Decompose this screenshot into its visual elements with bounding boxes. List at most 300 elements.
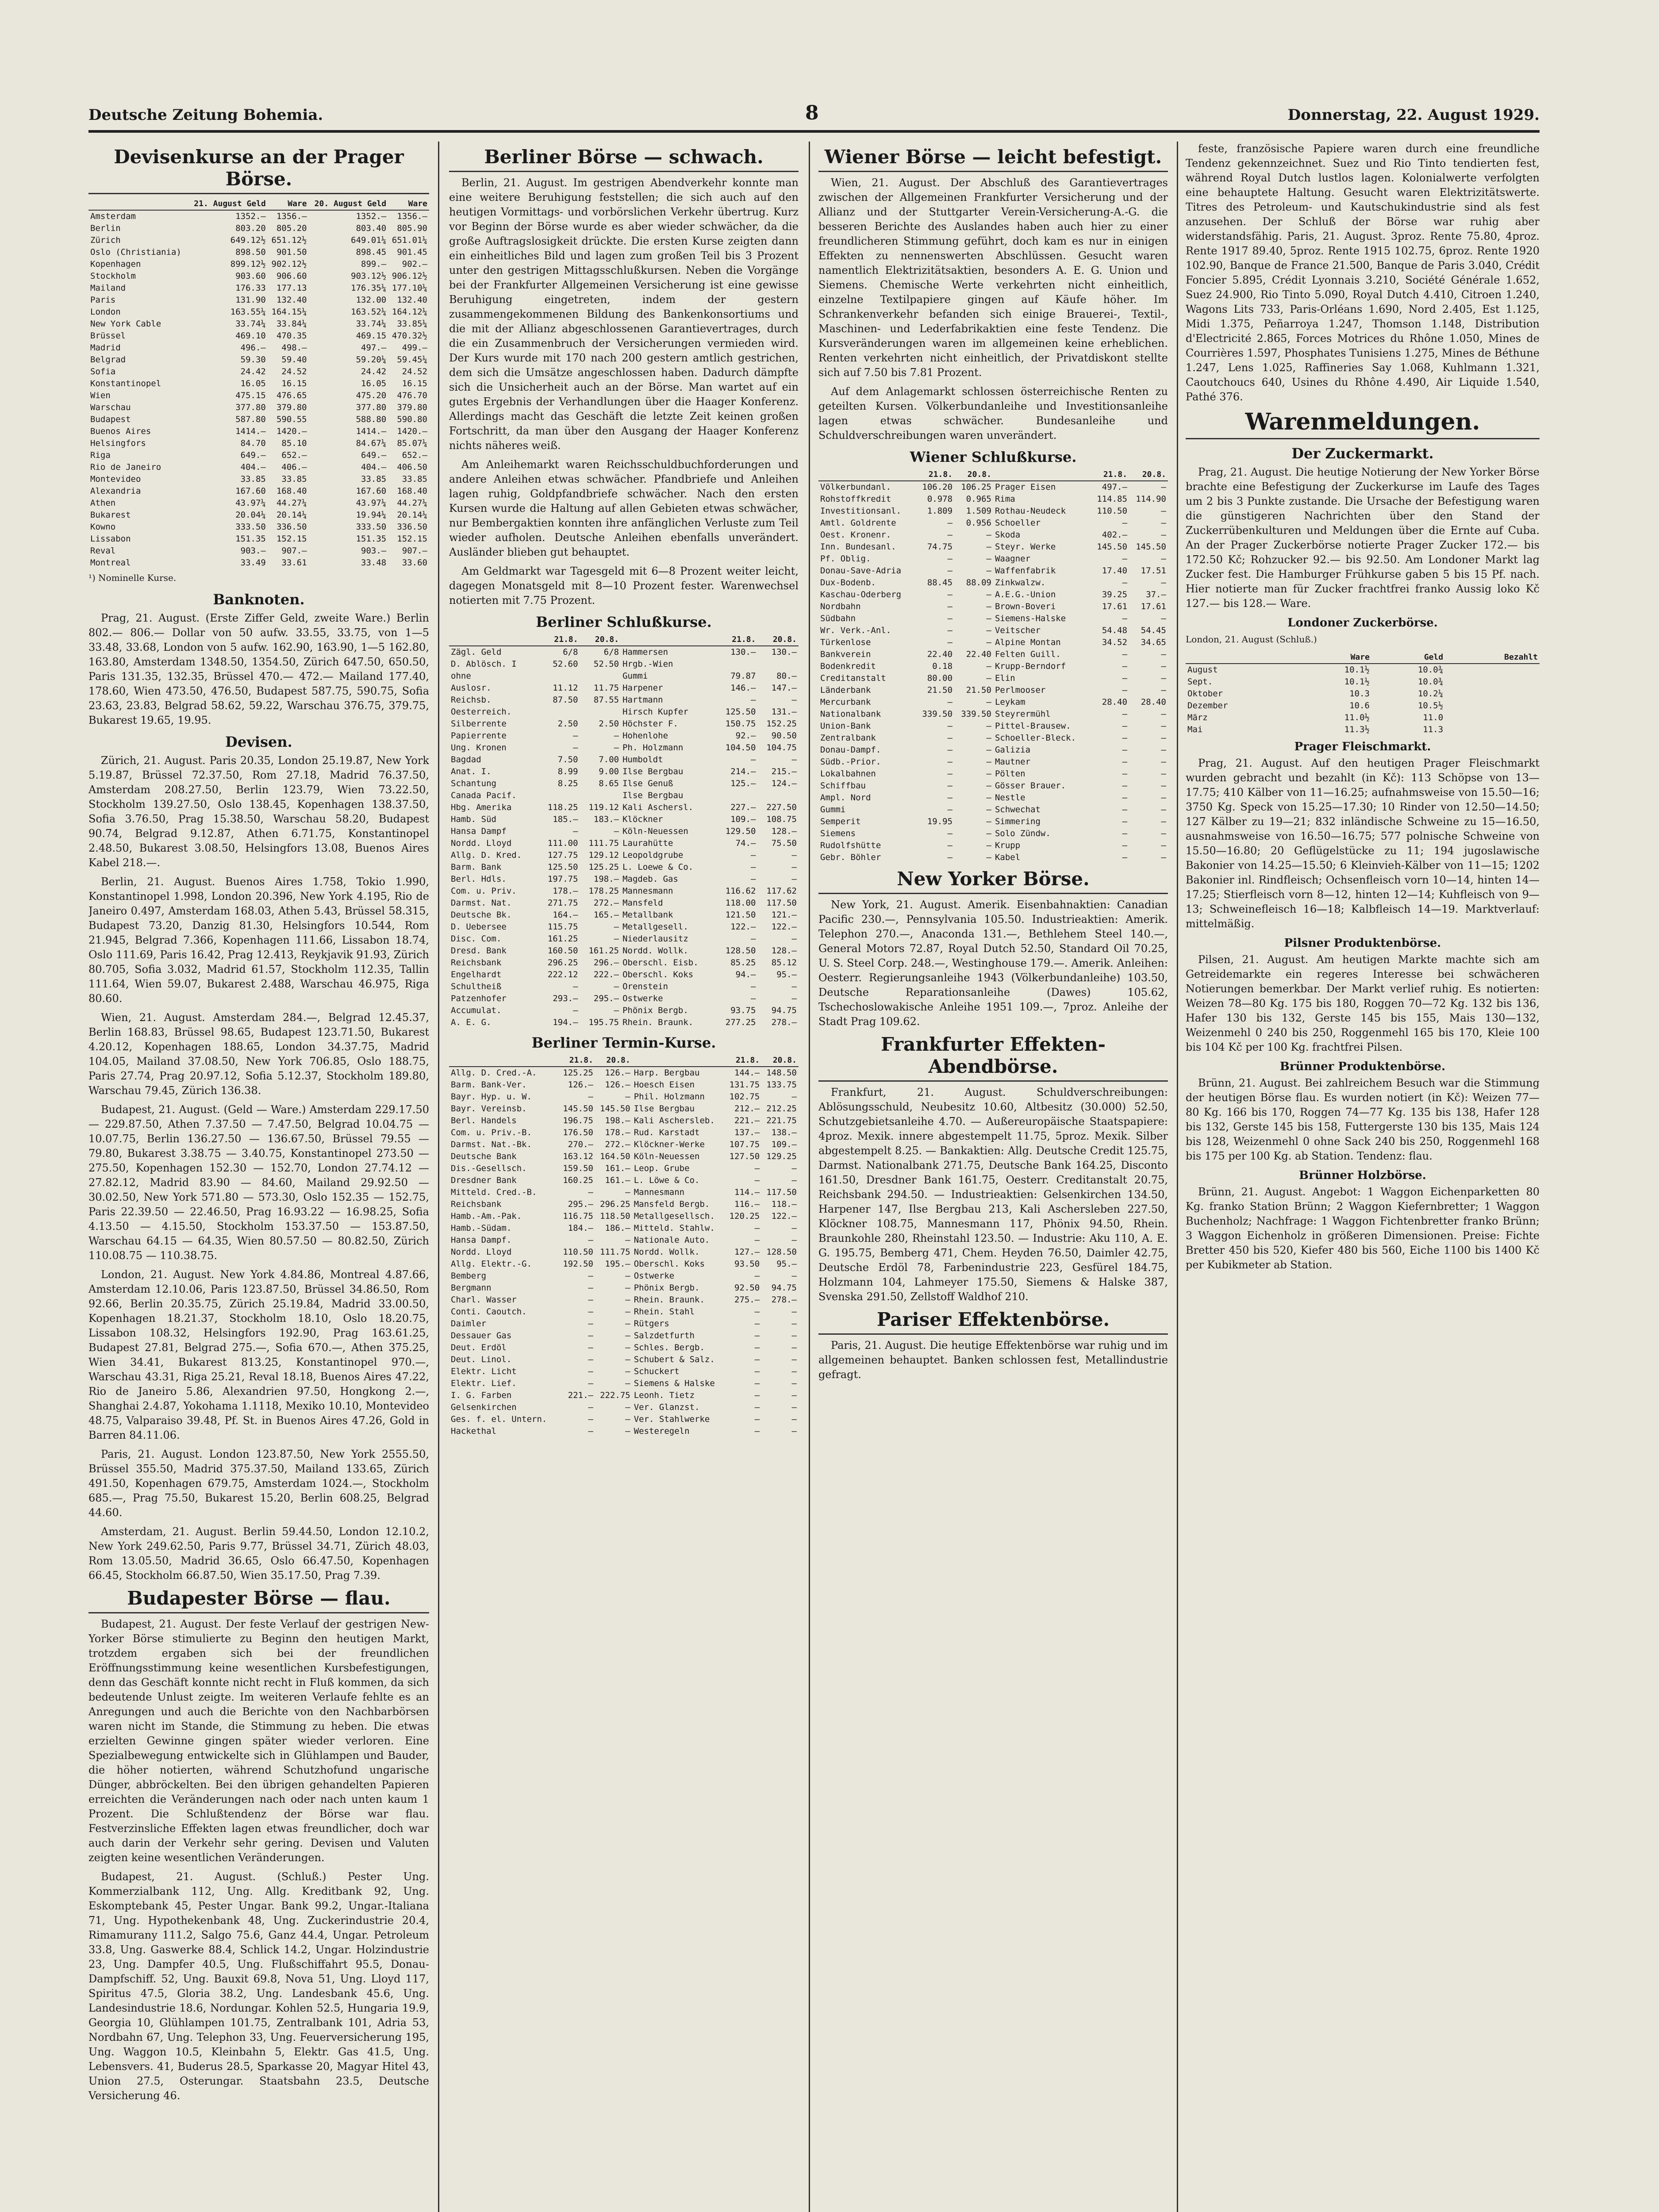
table-cell: — <box>791 1343 797 1352</box>
table-cell: 177.10¼ <box>392 283 427 293</box>
table-cell: 33.61 <box>281 558 307 568</box>
table-cell: 10.6 <box>1349 701 1370 710</box>
table-cell: — <box>947 721 953 731</box>
table-cell: Stockholm <box>90 271 136 281</box>
table-cell: — <box>947 637 953 647</box>
table-cell: 118.— <box>771 1199 797 1209</box>
table-row <box>449 993 799 1005</box>
table-cell: 197.75 <box>547 874 578 884</box>
table-cell <box>580 670 621 682</box>
table-cell: 128.50 <box>725 946 756 956</box>
table-row <box>88 342 429 354</box>
table-cell: — <box>614 731 619 741</box>
bruenn-paragraph: Brünn, 21. August. Bei zahlreichem Besuch war die Stimmung der heutigen Börse flau. Es wurden notiert (in Kč): Weizen 77—80 Kg. 166 bis 170, Roggen 74—77 Kg. 135 bis 138, Hafer 128 bis 132, Gerste 145 bis 158, Futtergerste 130 bis 135, Mais 124 bis 128, Weizenmehl 0 ohne Sack 240 bis 250, Roggenmehl 168 bis 175 per 100 Kg. ab Station. Tendenz: flau. <box>1186 1077 1540 1162</box>
table-cell: L. Loewe & Co. <box>622 862 694 872</box>
table-cell: 115.75 <box>547 922 578 932</box>
table-cell: — <box>986 781 991 791</box>
table-cell: Buenos Aires <box>90 426 151 436</box>
table-cell: Oslo (Christiania) <box>90 247 181 257</box>
table-cell: 164.12¼ <box>392 307 427 317</box>
table-cell: 21.8. <box>1090 469 1129 481</box>
table-cell: 222.12 <box>547 970 578 979</box>
table-cell: 649.01¼ <box>351 235 387 245</box>
table-cell: 126.— <box>605 1080 630 1090</box>
table-cell: Charl. Wasser <box>451 1295 517 1305</box>
table-cell: 469.10 <box>235 331 266 341</box>
table-cell: — <box>754 1235 760 1245</box>
table-cell: Hirsch Kupfer <box>622 707 688 717</box>
table-cell: — <box>588 1414 593 1424</box>
table-cell: 903.— <box>240 546 266 556</box>
devisenkurse-table <box>88 198 429 569</box>
table-cell <box>580 706 621 718</box>
table-cell: Com. u. Priv. <box>451 886 517 896</box>
table-cell: 104.50 <box>725 743 756 753</box>
table-cell: — <box>1161 781 1166 791</box>
table-cell: — <box>588 1092 593 1102</box>
table-cell: Bezahlt <box>1445 651 1540 664</box>
table-cell: — <box>1122 853 1128 862</box>
table-row <box>449 1390 799 1402</box>
column-4 <box>1186 142 1540 2212</box>
table-cell: 109.— <box>771 1140 797 1149</box>
wien-heading: Wiener Börse — leicht befestigt. <box>818 146 1168 172</box>
table-cell: Deutsche Bk. <box>451 910 512 920</box>
table-cell <box>1445 688 1540 700</box>
table-cell: — <box>986 745 991 755</box>
table-row <box>1186 712 1540 724</box>
column-3 <box>818 142 1168 2212</box>
table-cell: — <box>614 934 619 944</box>
table-cell: — <box>1122 721 1128 731</box>
table-cell: — <box>1161 829 1166 838</box>
table-cell: 90.50 <box>771 731 797 741</box>
table-cell <box>1445 700 1540 712</box>
table-cell: — <box>986 602 991 611</box>
table-cell: 54.45 <box>1141 626 1166 635</box>
table-cell: 148.50 <box>766 1068 797 1078</box>
table-cell: — <box>986 673 991 683</box>
table-cell: Leonh. Tietz <box>634 1390 695 1400</box>
table-cell: 106.20 <box>922 482 953 492</box>
table-row <box>449 682 799 694</box>
table-cell: Dis.-Gesellsch. <box>451 1164 527 1173</box>
table-cell: Bayr. Vereinsb. <box>451 1104 527 1114</box>
table-cell: — <box>791 1235 797 1245</box>
table-cell: — <box>1161 554 1166 564</box>
table-cell: 339.50 <box>922 709 953 719</box>
table-cell: — <box>791 1402 797 1412</box>
london-zucker-table <box>1186 651 1540 736</box>
table-cell: Darmst. Nat.-Bk. <box>451 1140 532 1149</box>
table-cell: Pittel-Brausew. <box>995 721 1071 731</box>
table-cell: Mai <box>1187 725 1203 734</box>
table-cell: 145.50 <box>563 1104 593 1114</box>
table-row <box>449 1210 799 1222</box>
table-cell: — <box>947 805 953 814</box>
table-cell: Oesterreich. <box>451 707 512 717</box>
table-cell: 10.2¼ <box>1417 689 1444 699</box>
table-cell: — <box>588 1379 593 1388</box>
table-row <box>449 1318 799 1330</box>
table-cell: Pölten <box>995 769 1025 779</box>
table-cell: 11.3½ <box>1344 725 1370 734</box>
table-cell: 54.48 <box>1102 626 1128 635</box>
table-row <box>449 1342 799 1354</box>
table-cell: August <box>1187 665 1218 675</box>
table-cell: 93.75 <box>730 1006 756 1015</box>
table-cell: 295.— <box>568 1199 593 1209</box>
table-cell: 296.25 <box>547 958 578 968</box>
table-row <box>449 1175 799 1187</box>
table-cell: — <box>1161 518 1166 528</box>
table-cell: — <box>625 1426 630 1436</box>
table-cell: 270.— <box>568 1140 593 1149</box>
table-cell: 805.20 <box>276 223 307 233</box>
table-cell: 128.— <box>771 946 797 956</box>
table-cell: Rhein. Braunk. <box>622 1018 694 1027</box>
table-cell: 907.— <box>281 546 307 556</box>
table-cell: — <box>1161 841 1166 850</box>
table-cell: — <box>1161 733 1166 743</box>
table-cell: 195.— <box>605 1259 630 1269</box>
table-row <box>88 449 429 461</box>
table-cell: Wien <box>90 391 111 400</box>
table-cell: Hammersen <box>622 647 668 657</box>
table-row <box>449 1366 799 1378</box>
table-row <box>88 234 429 246</box>
table-cell: Canada Pacif. <box>451 791 517 800</box>
table-cell: Südb.-Prior. <box>820 757 881 767</box>
table-cell: Com. u. Priv.-B. <box>451 1128 532 1137</box>
table-cell: 33.85 <box>361 474 387 484</box>
table-cell: — <box>1122 518 1128 528</box>
table-cell: — <box>625 1307 630 1317</box>
table-cell: — <box>588 1343 593 1352</box>
table-cell: Bukarest <box>90 510 131 520</box>
table-cell: Rothau-Neudeck <box>995 506 1066 516</box>
table-cell: 43.97¼ <box>235 498 266 508</box>
table-cell: 59.20¼ <box>356 355 387 365</box>
table-row <box>88 210 429 223</box>
table-row <box>449 1198 799 1210</box>
table-cell: 336.50 <box>397 522 427 532</box>
table-cell: 186.— <box>605 1223 630 1233</box>
table-cell: Hansa Dampf <box>451 826 507 836</box>
devisenkurse-heading: Devisenkurse an der Prager Börse. <box>88 146 429 194</box>
table-cell: — <box>947 590 953 599</box>
zuckermarkt-heading: Der Zuckermarkt. <box>1291 445 1434 462</box>
table-cell: — <box>791 1414 797 1424</box>
table-cell: Mitteld. Cred.-B. <box>451 1187 537 1197</box>
table-cell: Ilse Bergbau <box>634 1104 695 1114</box>
table-cell: 1356.— <box>276 211 307 221</box>
table-cell: Belgrad <box>90 355 126 365</box>
table-cell: Donau-Save-Adria <box>820 566 902 576</box>
table-cell: — <box>1122 709 1128 719</box>
table-cell: — <box>947 781 953 791</box>
table-cell: 336.50 <box>276 522 307 532</box>
table-cell: — <box>625 1092 630 1102</box>
newyork-paragraph: New York, 21. August. Amerik. Eisenbahnaktien: Canadian Pacific 230.—, Pennsylvania 105.50. Industrieaktien: Amerik. Telephon 270.—, Anaconda 131.—, Bethlehem Steel 140.—, General Motors 72.87, Royal Dutch 52.50, Standard Oil 70.25, U. S. Steel Corp. 248.—, Westinghouse 179.—. Amerik. Anleihen: Oesterr. Regierungsanleihe 1943 (Völkerbundanleihe) 103.50, Deutsche Reparationsanleihe (Dawes) 105.62, Tschechoslowakische Anleihe 1951 109.—, 7proz. Anleihe der Stadt Prag 109.62. <box>818 899 1168 1028</box>
table-cell: — <box>625 1283 630 1293</box>
table-row <box>88 354 429 366</box>
table-cell: Kabel <box>995 853 1021 862</box>
wien-schluss-heading: Wiener Schlußkurse. <box>910 449 1077 465</box>
table-cell: Rohstoffkredit <box>820 494 891 504</box>
table-cell: 11.3 <box>1423 725 1444 734</box>
table-cell: — <box>754 1223 760 1233</box>
newspaper-page <box>88 102 1540 2212</box>
table-cell: 11.0½ <box>1344 713 1370 722</box>
table-row <box>449 861 799 873</box>
table-cell: 118.00 <box>725 898 756 908</box>
berlin-paragraph: Am Anleihemarkt waren Reichsschuldbuchforderungen und andere Anleihen etwas schwächer. Pfandbriefe und Anleihen lagen ruhig, Goldpfandbriefe schwächer. Nach den ersten Kursen wurde die Haltung auf allen Gebieten etwas schwächer, nur Bembergaktien konnten ihre anfänglichen Verluste zum Teil wieder aufholen. Deutsche Anleihen ebenfalls unverändert. Ausländer blieben gut behauptet. <box>449 458 799 558</box>
table-cell: 649.— <box>361 450 387 460</box>
header-rule <box>88 130 1540 133</box>
devisen-heading: Devisen. <box>225 733 292 750</box>
table-row <box>449 790 799 802</box>
table-cell: 475.20 <box>356 391 387 400</box>
table-cell: 10.1½ <box>1344 677 1370 687</box>
table-cell: New York Cable <box>90 319 161 329</box>
table-cell: 21.8. <box>724 1054 761 1067</box>
table-cell: 16.05 <box>240 379 266 388</box>
table-cell: 404.— <box>361 462 387 472</box>
table-cell: Solo Zündw. <box>995 829 1051 838</box>
berlin-termin-table <box>449 1054 799 1437</box>
table-cell: Schubert & Salz. <box>634 1355 715 1364</box>
table-cell: 8.25 <box>557 779 578 788</box>
table-cell: — <box>791 1319 797 1329</box>
table-cell: — <box>1161 482 1166 492</box>
table-cell: Rio de Janeiro <box>90 462 161 472</box>
table-cell: 88.45 <box>927 578 953 588</box>
holzboerse-heading: Brünner Holzbörse. <box>1299 1169 1426 1182</box>
table-cell: — <box>625 1379 630 1388</box>
table-cell: — <box>791 1307 797 1317</box>
table-cell: Dresdner Bank <box>451 1175 517 1185</box>
table-cell: 21.8. <box>539 634 580 646</box>
table-cell: Creditanstalt <box>820 673 886 683</box>
table-cell: 146.— <box>730 683 756 693</box>
table-cell: Hoesch Eisen <box>634 1080 695 1090</box>
table-cell: Nordd. Lloyd <box>451 1247 512 1257</box>
table-cell: 176.33 <box>235 283 266 293</box>
table-cell: 198.— <box>605 1116 630 1125</box>
table-cell: 160.50 <box>547 946 578 956</box>
paris-heading: Pariser Effektenbörse. <box>818 1309 1168 1335</box>
table-cell: — <box>947 841 953 850</box>
table-cell <box>621 634 717 646</box>
table-cell: Phönix Bergb. <box>634 1283 700 1293</box>
table-cell <box>539 790 580 802</box>
table-cell: Darmst. Nat. <box>451 898 512 908</box>
table-cell: Montevideo <box>90 474 141 484</box>
table-cell: — <box>1122 614 1128 623</box>
table-header-row <box>1186 651 1540 664</box>
table-cell: 184.— <box>568 1223 593 1233</box>
column-divider <box>1177 142 1178 2212</box>
table-cell: Deut. Linol. <box>451 1355 512 1364</box>
table-row <box>449 957 799 969</box>
table-cell: 129.12 <box>588 850 619 860</box>
table-cell: 110.50 <box>563 1247 593 1257</box>
table-row <box>449 1306 799 1318</box>
table-cell: 2.50 <box>557 719 578 729</box>
table-cell: — <box>750 862 756 872</box>
table-cell: 85.12 <box>771 958 797 968</box>
table-cell: Siemens & Halske <box>634 1379 715 1388</box>
table-row <box>449 1282 799 1294</box>
table-cell: 52.60 <box>553 659 578 669</box>
table-cell: Simmering <box>995 817 1041 826</box>
banknoten-heading: Banknoten. <box>213 591 305 608</box>
column-divider <box>809 142 810 2212</box>
table-cell: Schiffbau <box>820 781 866 791</box>
table-cell: 406.50 <box>397 462 427 472</box>
table-cell: L. Löwe & Co. <box>634 1175 700 1185</box>
table-cell: Perlmooser <box>995 685 1046 695</box>
table-cell: Nordd. Lloyd <box>451 838 512 848</box>
table-cell: 24.52 <box>281 367 307 376</box>
table-cell: Mansfeld Bergb. <box>634 1199 710 1209</box>
table-cell: 271.75 <box>547 898 578 908</box>
newyork-heading: New Yorker Börse. <box>818 868 1168 894</box>
table-cell: Bodenkredit <box>820 661 876 671</box>
table-row <box>449 742 799 754</box>
table-cell: Siemens <box>820 829 856 838</box>
table-cell: 11.12 <box>553 683 578 693</box>
fleischmarkt-paragraph: Prag, 21. August. Auf den heutigen Prager Fleischmarkt wurden gebracht und bezahlt (in Kč): 113 Schöpse von 13—17.75; 410 Kälber von 11—16.25; aufnahmsweise von 15.50—16; 3750 Kg. Speck von 15.25—17.30; 10 Rinder von 12.50—14.50; 127 Kälber zu 19—21; 832 inländische Schweine zu 15—16.50, ausnahmsweise von 16.50—16.75; 577 polnische Schweine von 15.50—16.80; 20 Geflügelstücke zu 11; 194 jugoslawische Bakonier von 14.25—15.50; 6 Kleinvieh-Kälber von 11—15; 1202 Bakonier inl. Rindfleisch; Ochsenfleisch vorn 10—14, hinten 14—17.25; Stierfleisch vorn 8—12, hinten 12—14; Kuhfleisch von 9—13; Schweinefleisch 16—18; Kalbfleisch 14—19. Marktverlauf: mittelmäßig. <box>1186 757 1540 930</box>
table-cell: — <box>1122 757 1128 767</box>
table-cell: 17.61 <box>1102 602 1128 611</box>
table-cell: — <box>986 590 991 599</box>
table-cell: Mitteld. Stahlw. <box>634 1223 715 1233</box>
table-cell: — <box>947 745 953 755</box>
table-cell: — <box>625 1235 630 1245</box>
table-cell: 95.— <box>776 970 797 979</box>
table-row <box>449 694 799 706</box>
table-cell: 903.12½ <box>351 271 387 281</box>
table-cell: Krupp-Berndorf <box>995 661 1066 671</box>
table-cell: Allg. D. Cred.-A. <box>451 1068 537 1078</box>
table-cell: 34.52 <box>1102 637 1128 647</box>
table-cell: 498.— <box>281 343 307 353</box>
table-cell: Niederlausitz <box>622 934 688 944</box>
table-cell: 1414.— <box>235 426 266 436</box>
table-cell: — <box>1161 685 1166 695</box>
table-row <box>88 378 429 390</box>
table-cell: Nordd. Wollk. <box>622 946 688 956</box>
table-cell <box>539 670 580 682</box>
table-cell: 898.50 <box>235 247 266 257</box>
table-cell: 178.— <box>553 886 578 896</box>
table-cell: 168.40 <box>276 486 307 496</box>
table-cell: — <box>614 743 619 753</box>
table-cell: Schantung <box>451 779 496 788</box>
table-cell: 0.965 <box>966 494 991 504</box>
table-cell: Geld <box>1371 651 1445 664</box>
frankfurt-heading: Frankfurter Effekten-Abendbörse. <box>818 1033 1168 1082</box>
table-cell: 10.0¾ <box>1417 665 1444 675</box>
table-cell: — <box>1122 661 1128 671</box>
table-cell: 133.75 <box>766 1080 797 1090</box>
table-row <box>449 1354 799 1366</box>
table-cell: — <box>1161 721 1166 731</box>
table-cell: — <box>1122 769 1128 779</box>
table-row <box>449 897 799 909</box>
table-cell: — <box>754 1175 760 1185</box>
table-cell: Engelhardt <box>451 970 502 979</box>
table-cell: 160.25 <box>563 1175 593 1185</box>
table-cell: Ph. Holzmann <box>622 743 684 753</box>
table-cell: — <box>791 982 797 991</box>
table-row <box>449 1079 799 1091</box>
table-cell: 278.— <box>771 1018 797 1027</box>
table-cell: 117.50 <box>766 898 797 908</box>
table-row <box>818 601 1168 613</box>
table-cell: — <box>588 1331 593 1340</box>
table-cell: 28.40 <box>1141 697 1166 707</box>
table-cell: — <box>986 853 991 862</box>
table-cell: 379.80 <box>276 403 307 412</box>
table-cell: — <box>1161 817 1166 826</box>
table-cell: 95.— <box>776 1259 797 1269</box>
table-cell: — <box>1161 578 1166 588</box>
table-cell: Ver. Glanzst. <box>634 1402 700 1412</box>
table-cell: Rud. Karstadt <box>634 1128 700 1137</box>
table-cell: — <box>573 826 578 836</box>
table-cell: 118.25 <box>547 803 578 812</box>
table-cell: — <box>1161 709 1166 719</box>
table-cell: 587.80 <box>235 415 266 424</box>
table-row <box>818 732 1168 744</box>
table-cell: — <box>947 566 953 576</box>
table-cell: — <box>947 829 953 838</box>
table-cell: 125.— <box>730 779 756 788</box>
table-row <box>449 873 799 885</box>
table-row <box>88 414 429 426</box>
table-cell: Zürich <box>90 235 121 245</box>
table-row <box>449 826 799 837</box>
table-cell: Warschau <box>90 403 131 412</box>
table-cell: Allg. D. Kred. <box>451 850 522 860</box>
table-cell: — <box>791 1271 797 1281</box>
table-cell: — <box>1161 853 1166 862</box>
table-cell: 20.14¼ <box>276 510 307 520</box>
table-cell: 898.45 <box>356 247 387 257</box>
table-cell: Ostwerke <box>622 994 663 1003</box>
column-divider <box>438 142 439 2212</box>
table-cell: 125.50 <box>547 862 578 872</box>
table-row <box>1186 664 1540 676</box>
table-cell: 144.— <box>734 1068 760 1078</box>
table-cell: Leop. Grube <box>634 1164 690 1173</box>
table-cell: — <box>947 757 953 767</box>
table-header-row <box>449 634 799 646</box>
table-cell: Ware <box>268 198 309 210</box>
table-cell: 402.— <box>1102 530 1128 540</box>
table-cell: Schwechat <box>995 805 1041 814</box>
table-cell: 108.75 <box>766 814 797 824</box>
table-cell: 176.50 <box>563 1128 593 1137</box>
table-cell: 0.18 <box>932 661 953 671</box>
table-row <box>449 778 799 790</box>
table-cell: 125.25 <box>588 862 619 872</box>
table-row <box>818 517 1168 529</box>
table-cell: — <box>791 1223 797 1233</box>
